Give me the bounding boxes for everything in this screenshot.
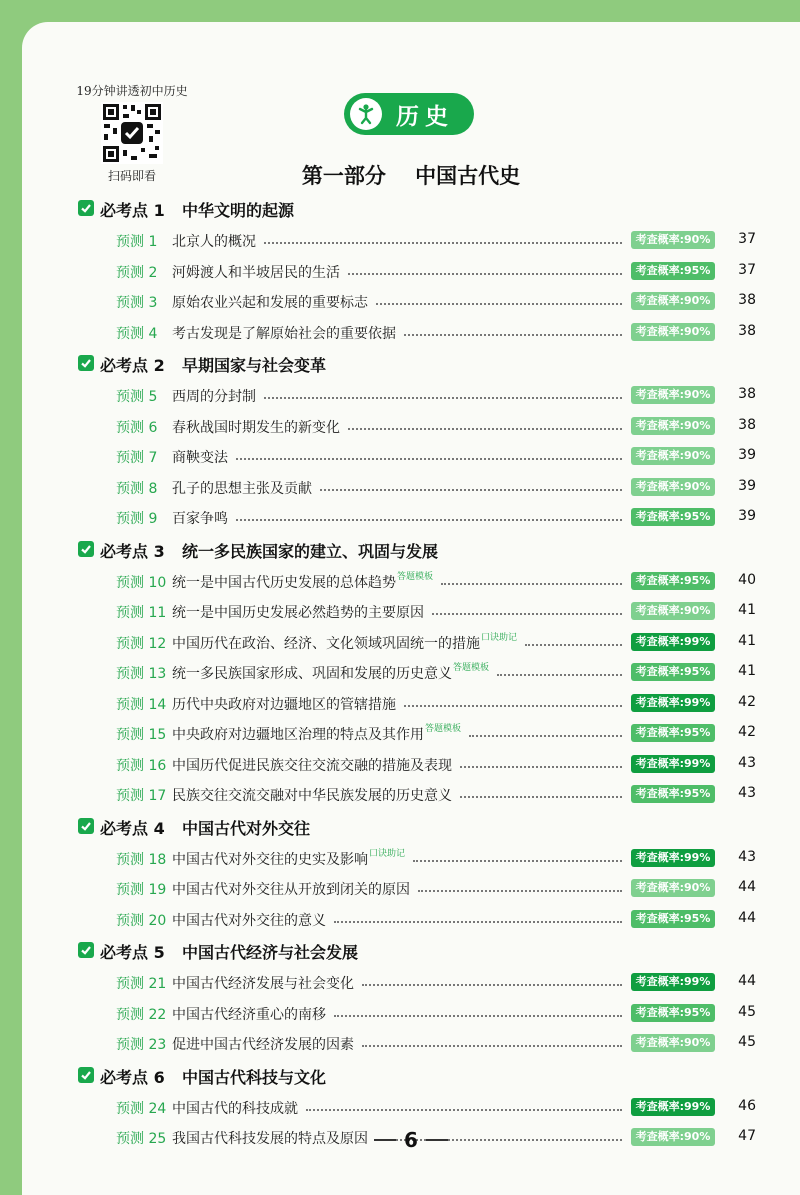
item-title-wrap [172,879,410,899]
leader-dots [306,1109,622,1111]
probability-badge: 考查概率:95% [631,785,715,803]
toc-item[interactable] [22,566,800,597]
section-title: 统一多民族国家的建立、巩固与发展 [182,541,439,561]
item-title: 考古发现是了解原始社会的重要依据 [172,325,396,342]
item-title-wrap [172,323,396,343]
leader-dots [348,273,622,275]
part-title: 第一部分 中国古代史 [301,164,521,188]
toc-item[interactable] [22,317,800,348]
item-title-wrap [172,694,396,714]
probability-badge: 考查概率:99% [631,694,715,712]
item-label: 预测 24 [116,1100,167,1117]
item-label: 预测 12 [116,635,167,652]
item-page-number: 39 [738,477,756,494]
toc-item[interactable] [22,998,800,1029]
item-label: 预测 19 [116,882,167,898]
item-title: 百家争鸣 [172,511,228,527]
section-heading [22,347,800,380]
item-label: 预测 8 [116,480,158,497]
toc-item[interactable] [22,502,800,533]
page-number: 6 [404,1128,418,1152]
item-title: 中央政府对边疆地区治理的特点及其作用 [172,727,424,743]
item-page-number: 37 [738,231,756,247]
item-label: 预测 1 [116,234,158,250]
checkbox-icon [78,355,94,371]
leader-dots [264,397,622,399]
item-page-number: 45 [738,1034,756,1050]
item-title: 统一是中国古代历史发展的总体趋势 [172,574,396,591]
item-title-wrap [172,417,340,437]
section-heading [22,934,800,967]
leader-dots [334,1015,622,1017]
leader-dots [362,1045,622,1047]
checkbox-icon [78,818,94,834]
checkbox-icon [78,200,94,216]
leader-dots [497,674,622,676]
item-title: 统一是中国历史发展必然趋势的主要原因 [172,605,424,621]
item-title: 中国古代对外交往的史实及影响 [172,851,368,868]
toc-item[interactable] [22,411,800,442]
item-title-wrap [172,292,368,312]
probability-badge: 考查概率:95% [631,508,715,526]
item-page-number: 37 [738,261,756,278]
probability-badge: 考查概率:90% [631,417,715,435]
footer-dash-left [374,1139,396,1141]
toc-item[interactable] [22,627,800,658]
probability-badge: 考查概率:90% [631,602,715,620]
toc-item[interactable] [22,596,800,627]
section-key: 必考点 5 [100,943,165,962]
item-title-wrap [172,663,489,683]
leader-dots [236,519,622,521]
item-page-number: 39 [738,447,756,463]
probability-badge: 考查概率:90% [631,1034,715,1052]
item-title-wrap [172,478,312,498]
item-title: 中国历代促进民族交往交流交融的措施及表现 [172,757,452,774]
item-label: 预测 21 [116,976,167,992]
item-title: 中国古代对外交往的意义 [172,912,326,929]
item-label: 预测 16 [116,757,167,774]
item-tag: 口诀助记 [481,632,518,643]
leader-dots [525,644,622,646]
item-page-number: 43 [738,848,756,865]
item-page-number: 47 [738,1128,756,1144]
item-tag: 答题模板 [397,571,434,582]
item-title-wrap [172,724,461,744]
item-title: 河姆渡人和半坡居民的生活 [172,264,340,281]
item-label: 预测 20 [116,912,167,929]
probability-badge: 考查概率:90% [631,323,715,341]
probability-badge: 考查概率:95% [631,572,715,590]
item-title: 我国古代科技发展的特点及原因 [172,1131,368,1147]
item-title-wrap [172,572,433,592]
item-label: 预测 10 [116,574,167,591]
item-page-number: 43 [738,754,756,771]
toc-item[interactable] [22,472,800,503]
item-title: 西周的分封制 [172,389,256,405]
probability-badge: 考查概率:99% [631,633,715,651]
item-title-wrap [172,1004,326,1024]
item-title: 北京人的概况 [172,234,256,250]
checkbox-icon [78,541,94,557]
item-title-wrap [172,849,405,869]
section-title: 中华文明的起源 [182,201,295,220]
probability-badge: 考查概率:90% [631,879,715,897]
item-label: 预测 18 [116,851,167,868]
item-label: 预测 4 [116,325,158,342]
item-title-wrap [172,910,326,930]
section-heading [22,533,800,566]
section-title: 早期国家与社会变革 [182,356,327,375]
leader-dots [469,735,622,737]
section-heading [22,192,800,225]
section-key: 必考点 6 [100,1067,165,1087]
toc-page [22,22,800,1195]
item-label: 预测 13 [116,666,167,682]
item-label: 预测 2 [116,264,158,281]
item-title-wrap [172,633,517,653]
leader-dots [376,303,622,305]
toc-item[interactable] [22,904,800,935]
item-page-number: 38 [738,322,756,339]
item-title: 民族交往交流交融对中华民族发展的历史意义 [172,788,452,804]
item-label: 预测 15 [116,727,167,743]
item-label: 预测 23 [116,1037,167,1053]
section-heading [22,810,800,843]
item-title-wrap [172,602,424,622]
item-page-number: 45 [738,1003,756,1020]
leader-dots [236,458,622,460]
section-title: 中国古代科技与文化 [182,1067,327,1087]
probability-badge: 考查概率:95% [631,910,715,928]
probability-badge: 考查概率:99% [631,1098,715,1116]
probability-badge: 考查概率:99% [631,755,715,773]
toc-item[interactable] [22,779,800,810]
toc-item[interactable] [22,657,800,688]
item-page-number: 39 [738,508,756,524]
probability-badge: 考查概率:99% [631,849,715,867]
section-key: 必考点 1 [100,201,165,220]
leader-dots [460,796,622,798]
item-page-number: 44 [738,879,756,895]
leader-dots [348,428,622,430]
leader-dots [418,890,622,892]
leader-dots [460,766,622,768]
checkbox-icon [78,942,94,958]
item-title-wrap [172,973,354,993]
toc-list [22,192,800,1153]
toc-item[interactable] [22,256,800,287]
flag-person-icon [350,98,382,130]
toc-item[interactable] [22,225,800,256]
item-title-wrap [172,262,340,282]
toc-item[interactable] [22,1092,800,1123]
item-label: 预测 3 [116,295,158,311]
probability-badge: 考查概率:95% [631,663,715,681]
item-title: 商鞅变法 [172,450,228,466]
item-tag: 答题模板 [453,663,490,673]
leader-dots [264,242,622,244]
section-title: 中国古代经济与社会发展 [182,943,359,962]
checkbox-icon [78,1067,94,1083]
toc-item[interactable] [22,749,800,780]
item-title-wrap [172,785,452,805]
item-title-wrap [172,1098,298,1118]
qr-scan-label: 扫码即看 [107,169,156,183]
leader-dots [413,860,622,862]
probability-badge: 考查概率:90% [631,386,715,404]
item-page-number: 43 [738,785,756,801]
item-page-number: 38 [738,292,756,308]
probability-badge: 考查概率:90% [631,1128,715,1146]
section-key: 必考点 3 [100,541,165,561]
item-title: 中国古代的科技成就 [172,1100,298,1117]
leader-dots [441,583,622,585]
item-title-wrap [172,231,256,251]
item-label: 预测 25 [116,1131,167,1147]
item-title: 促进中国古代经济发展的因素 [172,1037,354,1053]
leader-dots [404,334,622,336]
section-heading [22,1059,800,1092]
leader-dots [320,489,622,491]
item-page-number: 46 [738,1097,756,1114]
item-page-number: 38 [738,416,756,433]
item-page-number: 41 [738,632,756,649]
probability-badge: 考查概率:95% [631,262,715,280]
item-title: 中国古代经济发展与社会变化 [172,976,354,992]
item-title-wrap [172,386,256,406]
qr-code-icon[interactable] [101,102,163,164]
item-title: 孔子的思想主张及贡献 [172,480,312,497]
probability-badge: 考查概率:95% [631,1004,715,1022]
item-title: 中国古代对外交往从开放到闭关的原因 [172,882,410,898]
item-title-wrap [172,1034,354,1054]
probability-badge: 考查概率:95% [631,724,715,742]
item-title: 历代中央政府对边疆地区的管辖措施 [172,696,396,713]
toc-item[interactable] [22,688,800,719]
leader-dots [404,705,622,707]
item-page-number: 42 [738,693,756,710]
section-key: 必考点 4 [100,818,165,838]
leader-dots [334,921,622,923]
item-page-number: 44 [738,973,756,989]
toc-item[interactable] [22,441,800,472]
item-label: 预测 5 [116,389,158,405]
item-label: 预测 22 [116,1006,167,1023]
subject-label: 历史 [396,102,454,130]
item-tag: 答题模板 [425,724,462,734]
item-title-wrap [172,508,228,528]
item-label: 预测 7 [116,450,158,466]
toc-item[interactable] [22,873,800,904]
subject-badge [344,93,474,135]
probability-badge: 考查概率:90% [631,478,715,496]
toc-item[interactable] [22,1028,800,1059]
item-label: 预测 11 [116,605,167,621]
item-page-number: 44 [738,909,756,926]
item-title: 原始农业兴起和发展的重要标志 [172,295,368,311]
toc-item[interactable] [22,843,800,874]
item-title: 中国古代经济重心的南移 [172,1006,326,1023]
toc-item[interactable] [22,718,800,749]
item-page-number: 42 [738,724,756,740]
item-tag: 口诀助记 [369,848,406,859]
toc-item[interactable] [22,286,800,317]
footer-dash-right [426,1139,448,1141]
leader-dots [362,984,622,986]
item-title: 春秋战国时期发生的新变化 [172,419,340,436]
item-label: 预测 17 [116,788,167,804]
page-footer [22,1128,800,1152]
item-page-number: 40 [738,571,756,588]
qr-caption: 19分钟讲透初中历史 [76,84,188,98]
item-title-wrap [172,447,228,467]
item-page-number: 41 [738,602,756,618]
section-title: 中国古代对外交往 [182,818,311,838]
probability-badge: 考查概率:99% [631,973,715,991]
section-key: 必考点 2 [100,356,165,375]
item-label: 预测 9 [116,511,158,527]
probability-badge: 考查概率:90% [631,231,715,249]
probability-badge: 考查概率:90% [631,292,715,310]
item-title: 统一多民族国家形成、巩固和发展的历史意义 [172,666,452,682]
item-label: 预测 14 [116,696,167,713]
leader-dots [432,613,622,615]
item-title-wrap [172,755,452,775]
toc-item[interactable] [22,967,800,998]
item-label: 预测 6 [116,419,158,436]
probability-badge: 考查概率:90% [631,447,715,465]
toc-item[interactable] [22,380,800,411]
item-page-number: 38 [738,386,756,402]
item-title: 中国历代在政治、经济、文化领域巩固统一的措施 [172,635,480,652]
item-page-number: 41 [738,663,756,679]
